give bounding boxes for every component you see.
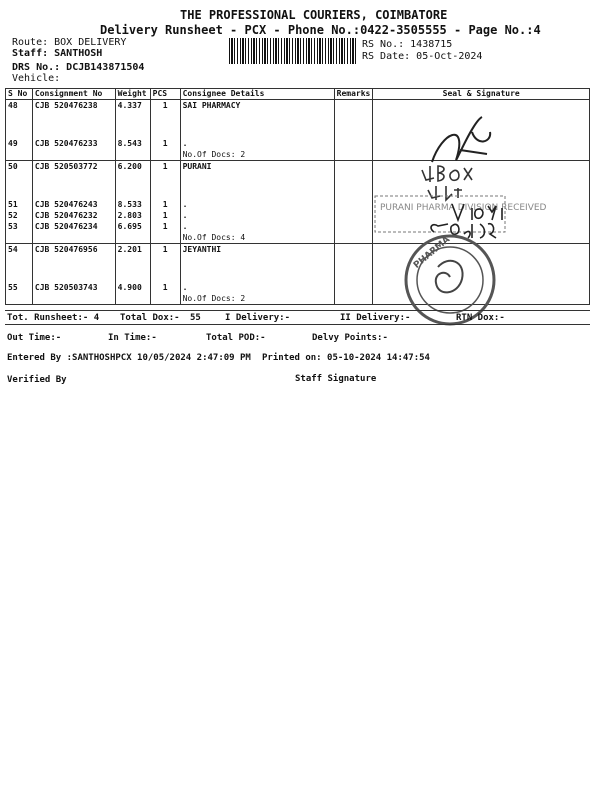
consignment-cell: CJB 520503743 — [34, 283, 98, 292]
dot-marker: . — [182, 200, 188, 209]
staff-signature: Staff Signature — [295, 374, 377, 384]
delvy-points: Delvy Points:- — [312, 333, 388, 343]
pcs-cell: 1 — [162, 162, 168, 171]
col-remarks: Remarks — [334, 89, 373, 100]
col-pcs: PCS — [150, 89, 180, 100]
barcode-image — [229, 38, 356, 64]
pcs-cell: 1 — [162, 245, 168, 254]
consignment-cell: CJB 520476243 — [34, 200, 98, 209]
sno-cell: 48 — [8, 101, 18, 110]
vehicle-label: Vehicle: — [12, 73, 61, 84]
sno-cell: 54 — [8, 245, 18, 254]
weight-cell: 6.200 — [117, 162, 142, 171]
col-consignment: Consignment No — [32, 89, 115, 100]
sno-cell: 52 — [8, 211, 18, 220]
dot-marker: . — [182, 222, 188, 231]
consignment-cell: CJB 520476956 — [34, 245, 98, 254]
consignee-name: JEYANTHI — [182, 245, 222, 254]
col-weight: Weight — [115, 89, 150, 100]
out-time: Out Time:- — [7, 333, 62, 343]
consignment-cell: CJB 520476238 — [34, 101, 98, 110]
rs-date: RS Date: 05-Oct-2024 — [362, 51, 483, 62]
consignment-cell: CJB 520503772 — [34, 162, 98, 171]
runsheet-title: Delivery Runsheet - PCX - Phone No.:0422-3505555 - Page No.:4 — [100, 23, 541, 37]
sno-cell: 50 — [8, 162, 18, 171]
col-seal: Seal & Signature — [373, 89, 590, 100]
received-stamp-title: PURANI PHARMA DIVISION RECEIVED — [380, 203, 547, 213]
tot-runsheet: Tot. Runsheet:- 4 — [7, 313, 100, 323]
pcs-cell: 1 — [162, 101, 168, 110]
consignee-name: PURANI — [182, 162, 212, 171]
totals-bottom-rule — [5, 324, 590, 325]
dot-marker: . — [182, 211, 188, 220]
printed-on: Printed on: 05-10-2024 14:47:54 — [262, 353, 430, 363]
round-stamp-text: PHARMA — [412, 234, 453, 271]
pcs-cell: 1 — [162, 211, 168, 220]
ii-delivery: II Delivery:- — [340, 313, 411, 323]
consignment-cell: CJB 520476233 — [34, 139, 98, 148]
sno-cell: 49 — [8, 139, 18, 148]
docs-count: No.Of Docs: 2 — [182, 150, 246, 159]
signature-scribble — [432, 117, 490, 162]
pcs-cell: 1 — [162, 200, 168, 209]
weight-cell: 2.201 — [117, 245, 142, 254]
pcs-cell: 1 — [162, 283, 168, 292]
weight-cell: 4.337 — [117, 101, 142, 110]
weight-cell: 8.543 — [117, 139, 142, 148]
weight-cell: 2.803 — [117, 211, 142, 220]
col-consignee: Consignee Details — [180, 89, 334, 100]
staff-label: Staff: SANTHOSH — [12, 48, 103, 59]
col-sno: S No — [6, 89, 33, 100]
total-dox-label: Total Dox:- — [120, 313, 180, 323]
handwritten-box-note — [422, 166, 472, 200]
docs-count: No.Of Docs: 2 — [182, 294, 246, 303]
weight-cell: 6.695 — [117, 222, 142, 231]
totals-top-rule — [5, 310, 590, 311]
sno-cell: 53 — [8, 222, 18, 231]
drs-number: DRS No.: DCJB143871504 — [12, 62, 145, 73]
consignee-name: SAI PHARMACY — [182, 101, 241, 110]
verified-by: Verified By — [7, 375, 67, 385]
rs-number: RS No.: 1438715 — [362, 39, 453, 50]
route-label: Route: BOX DELIVERY — [12, 37, 127, 48]
docs-count: No.Of Docs: 4 — [182, 233, 246, 242]
entered-by: Entered By :SANTHOSHPCX 10/05/2024 2:47:09 PM — [7, 353, 251, 363]
sno-cell: 51 — [8, 200, 18, 209]
pcs-cell: 1 — [162, 222, 168, 231]
weight-cell: 8.533 — [117, 200, 142, 209]
dot-marker: . — [182, 139, 188, 148]
company-title: THE PROFESSIONAL COURIERS, COIMBATORE — [180, 8, 448, 22]
in-time: In Time:- — [108, 333, 157, 343]
rtn-dox: RTN Dox:- — [456, 313, 505, 323]
total-dox-value: 55 — [190, 313, 201, 323]
sno-cell: 55 — [8, 283, 18, 292]
consignment-cell: CJB 520476232 — [34, 211, 98, 220]
i-delivery: I Delivery:- — [225, 313, 291, 323]
weight-cell: 4.900 — [117, 283, 142, 292]
dot-marker: . — [182, 283, 188, 292]
seal-signature-area — [372, 62, 592, 332]
consignment-cell: CJB 520476234 — [34, 222, 98, 231]
pcs-cell: 1 — [162, 139, 168, 148]
total-pod: Total POD:- — [206, 333, 266, 343]
